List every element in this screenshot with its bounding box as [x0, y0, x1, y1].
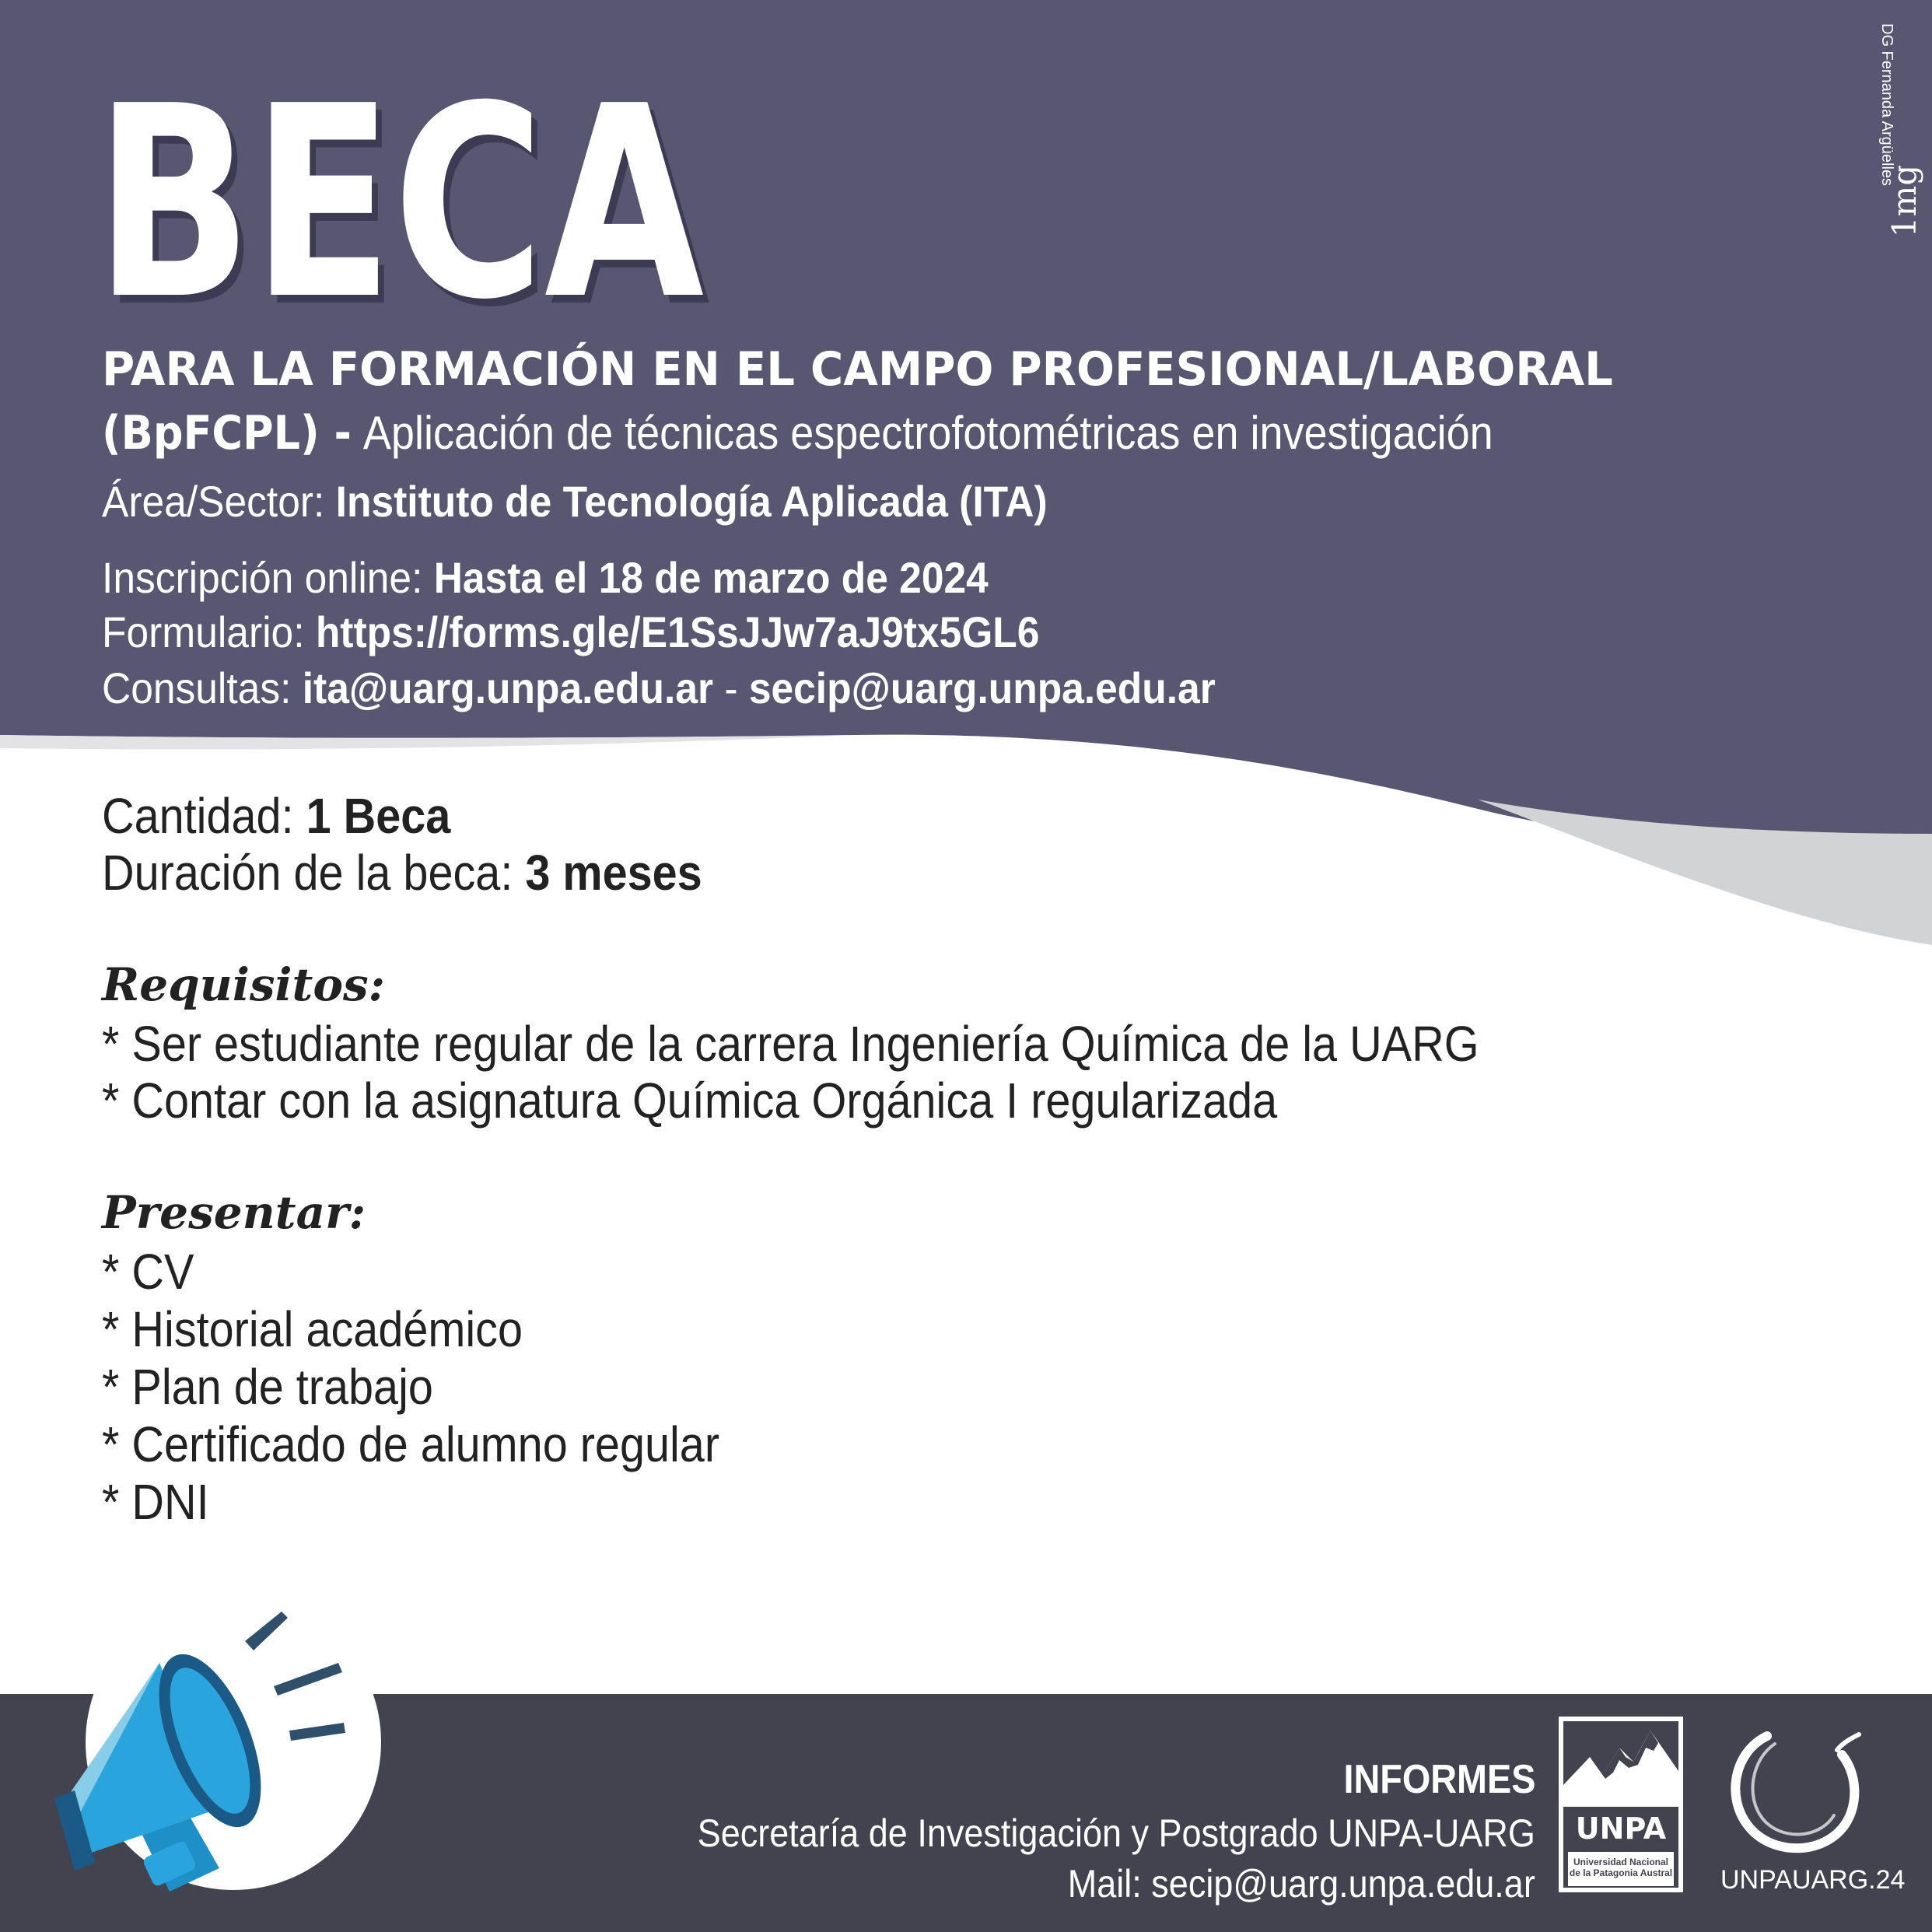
formulario-link[interactable]: https://forms.gle/E1SsJJw7aJ9tx5GL6 — [315, 607, 1040, 656]
unpa-logo-subtitle-line: de la Patagonia Austral — [1569, 1867, 1673, 1878]
unpa-logo-text: UNPA — [1575, 1811, 1667, 1846]
requisito-item: * Ser estudiante regular de la carrera Ingeniería Química de la UARG — [102, 1016, 1479, 1072]
program-acronym: (BpFCPL) - — [102, 406, 352, 460]
unpa-logo-icon — [1559, 1717, 1683, 1892]
unpauarg-brush-circle — [1720, 1725, 1868, 1865]
program-subtitle: PARA LA FORMACIÓN EN EL CAMPO PROFESIONAL/LABORAL — [102, 342, 1613, 397]
consultas-email-secip[interactable]: secip@uarg.unpa.edu.ar — [748, 663, 1216, 712]
unpa-logo-subtitle-line: Universidad Nacional — [1573, 1857, 1669, 1867]
presentar-item: * DNI — [102, 1474, 209, 1530]
unpauarg-circle-icon — [1720, 1725, 1906, 1896]
duracion-label: Duración de la beca: — [102, 845, 513, 901]
designer-credit: DG Fernanda Argüelles — [1878, 23, 1895, 187]
project-line — [102, 406, 1493, 460]
informes-heading: INFORMES — [1342, 1757, 1535, 1802]
inscripcion-line — [102, 552, 989, 603]
cantidad-line — [102, 787, 450, 845]
requisito-item: * Contar con la asignatura Química Orgánica I regularizada — [102, 1073, 1278, 1129]
presentar-item: * CV — [102, 1244, 194, 1300]
footer-mail[interactable]: Mail: secip@uarg.unpa.edu.ar — [1067, 1862, 1535, 1906]
secretaria-name: Secretaría de Investigación y Postgrado UNPA-UARG — [697, 1811, 1535, 1855]
duracion-line — [102, 844, 702, 901]
presentar-item: * Plan de trabajo — [102, 1359, 433, 1415]
consultas-email-ita[interactable]: ita@uarg.unpa.edu.ar — [302, 663, 714, 712]
inscripcion-deadline: Hasta el 18 de marzo de 2024 — [433, 553, 989, 602]
requisitos-heading: Requisitos: — [102, 958, 386, 1011]
designer-mark: 1mg — [1885, 164, 1924, 238]
presentar-heading: Presentar: — [102, 1186, 366, 1239]
presentar-item: * Historial académico — [102, 1301, 523, 1357]
area-line — [102, 476, 1048, 527]
consultas-line — [102, 663, 1216, 713]
consultas-separator: - — [724, 663, 738, 712]
area-value: Instituto de Tecnología Aplicada (ITA) — [335, 477, 1048, 526]
duracion-value: 3 meses — [525, 845, 702, 901]
cantidad-value: 1 Beca — [306, 788, 451, 844]
consultas-label: Consultas: — [102, 663, 292, 712]
page-title: BECA — [95, 50, 705, 358]
anniversary-label: UNPAUARG.24 — [1720, 1865, 1906, 1895]
presentar-item: * Certificado de alumno regular — [102, 1416, 720, 1472]
project-title: Aplicación de técnicas espectrofotométricas en investigación — [362, 407, 1493, 459]
cantidad-label: Cantidad: — [102, 788, 294, 844]
inscripcion-label: Inscripción online: — [102, 553, 423, 602]
formulario-line — [102, 607, 1039, 657]
formulario-label: Formulario: — [102, 607, 305, 656]
unpa-logo-subtitle — [1568, 1852, 1674, 1886]
area-label: Área/Sector: — [102, 477, 325, 526]
